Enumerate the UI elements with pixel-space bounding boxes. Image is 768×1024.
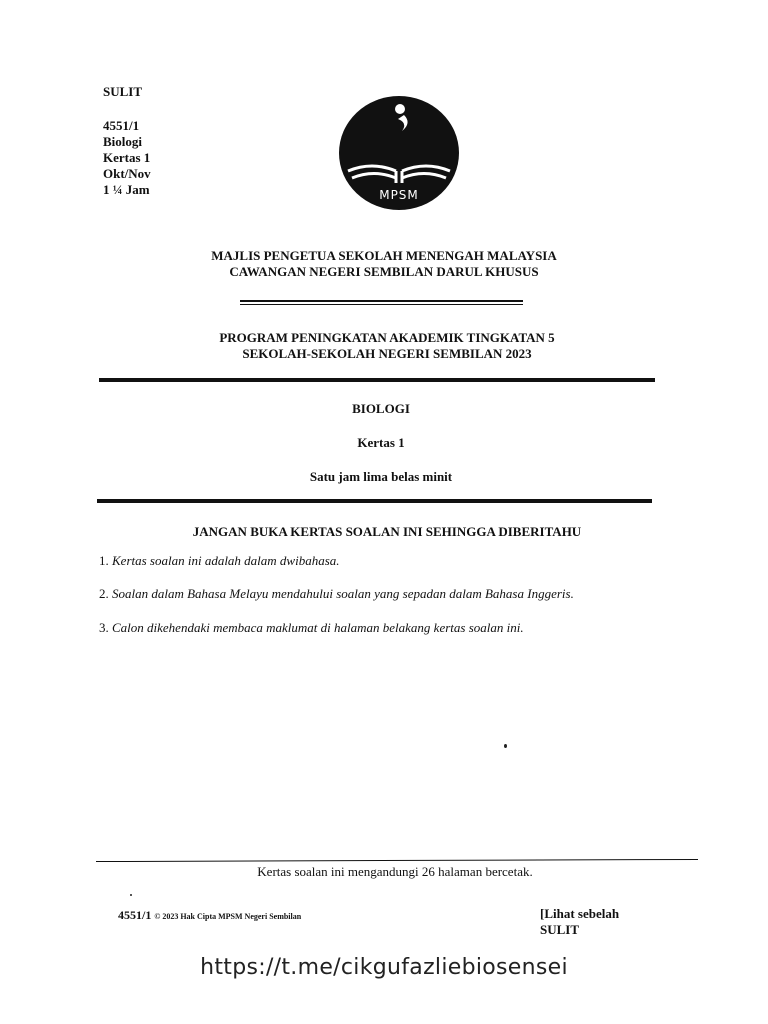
instruction-item [99,553,340,569]
instruction-text: Calon dikehendaki membaca maklumat di halaman belakang kertas soalan ini. [112,620,524,635]
exam-time: Satu jam lima belas minit [309,469,453,484]
instruction-number: 1. [99,553,109,568]
program-line-2: SEKOLAH-SEKOLAH NEGERI SEMBILAN 2023 [242,346,532,361]
exam-month: Okt/Nov [103,166,151,181]
instruction-item [99,586,574,602]
page-count-text: Kertas soalan ini mengandungi 26 halaman bercetak. [257,864,533,879]
council-line-1: MAJLIS PENGETUA SEKOLAH MENENGAH MALAYSIA [211,248,557,263]
mpsm-logo [338,95,460,211]
exam-duration: 1 ¼ Jam [103,182,150,197]
instruction-text: Kertas soalan ini adalah dalam dwibahasa. [112,553,340,568]
paper-number: Kertas 1 [103,150,151,165]
turn-page-text: [Lihat sebelah [540,906,620,921]
footer-sulit: SULIT [540,922,580,937]
program-line-1: PROGRAM PENINGKATAN AKADEMIK TINGKATAN 5 [219,330,555,345]
header-block [103,84,151,198]
footer-right-block [540,906,619,938]
council-line-2: CAWANGAN NEGERI SEMBILAN DARUL KHUSUS [229,264,539,279]
divider-short-top [240,300,523,302]
footer-copyright [118,908,301,923]
divider-short-bottom [240,304,523,305]
instruction-item [99,620,524,636]
divider-thick-2 [97,499,652,503]
telegram-url[interactable]: https://t.me/cikgufazliebiosensei [200,955,568,980]
subject-name: Biologi [103,134,143,149]
divider-thick-1 [99,378,655,382]
instruction-number: 2. [99,586,109,601]
exam-paper: Kertas 1 [357,435,405,450]
logo-dot [395,104,405,114]
footer-paper-code: 4551/1 [118,908,152,922]
copyright-text: © 2023 Hak Cipta MPSM Negeri Sembilan [154,912,302,921]
sulit-label: SULIT [103,84,143,99]
exam-subject: BIOLOGI [352,401,410,416]
paper-code: 4551/1 [103,118,140,133]
scan-speck [130,894,132,896]
instruction-number: 3. [99,620,109,635]
scan-speck [504,744,507,748]
footer-rule [96,859,698,862]
warning-text: JANGAN BUKA KERTAS SOALAN INI SEHINGGA DIBERITAHU [192,524,582,539]
instruction-text: Soalan dalam Bahasa Melayu mendahului soalan yang sepadan dalam Bahasa Inggeris. [112,586,574,601]
logo-text: MPSM [379,188,419,202]
